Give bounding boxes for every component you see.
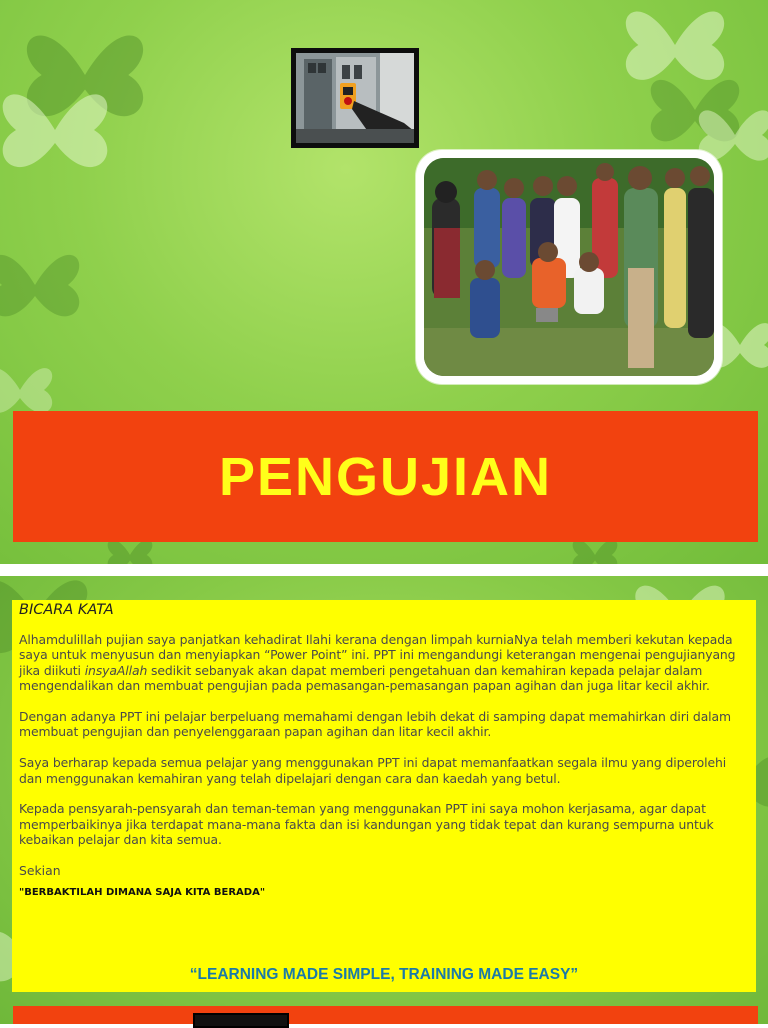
motto: "BERBAKTILAH DIMANA SAJA KITA BERADA" <box>19 887 266 899</box>
clamp-meter-illustration <box>296 53 414 143</box>
italic-word: insyaAllah <box>84 662 148 678</box>
foreword-paragraph-2: Dengan adanya PPT ini pelajar berpeluang memahami dengan lebih dekat di samping dapat memahirkan diri dalam membuat pengujian dan penyelenggaraan papan agihan dan litar kecil akhir. <box>19 709 731 740</box>
group-photo <box>416 150 722 384</box>
butterfly-icon <box>0 70 120 190</box>
closing-word: Sekian <box>19 863 61 879</box>
next-slide-banner <box>13 1006 758 1024</box>
butterfly-icon <box>0 220 90 350</box>
slide-title: PENGUJIAN <box>218 446 553 507</box>
clamp-meter-photo <box>291 48 419 148</box>
foreword-paragraph-3: Saya berharap kepada semua pelajar yang menggunakan PPT ini dapat memanfaatkan segala ilmu yang diperolehi dan menggunakan kemahiran yang telah dipelajari dengan cara dan kaedah yang betul. <box>19 755 727 786</box>
slide-gap <box>0 564 768 576</box>
next-slide-photo <box>193 1013 289 1028</box>
foreword-paragraph-1: Alhamdulillah pujian saya panjatkan kehadirat Ilahi kerana dengan limpah kurniaNya telah memberi kekutan kepada saya untuk menyusun dan menyiapkan “Power Point” ini. PPT ini mengandungi keterangan mengenai pengujianyang jika diikuti insyaAllah sedikit sebanyak akan dapat memberi pengetahuan dan kemahiran kepada pelajar dalam mengendalikan dan membuat pengujian pada pemasangan-pemasangan papan agihan dan juga litar kecil akhir. <box>19 632 736 694</box>
foreword-paragraph-4: Kepada pensyarah-pensyarah dan teman-teman yang menggunakan PPT ini saya mohon kerjasama, agar dapat memperbaikinya jika terdapat mana-mana fakta dan isi kandungan yang tidak tepat dan kurang sempurna untuk kebaikan pelajar dan kita semua. <box>19 801 714 848</box>
tagline: “LEARNING MADE SIMPLE, TRAINING MADE EASY” <box>189 966 579 983</box>
title-banner <box>13 411 758 542</box>
foreword-box <box>12 600 756 992</box>
foreword-heading: BICARA KATA <box>19 602 114 618</box>
group-illustration <box>424 158 714 376</box>
